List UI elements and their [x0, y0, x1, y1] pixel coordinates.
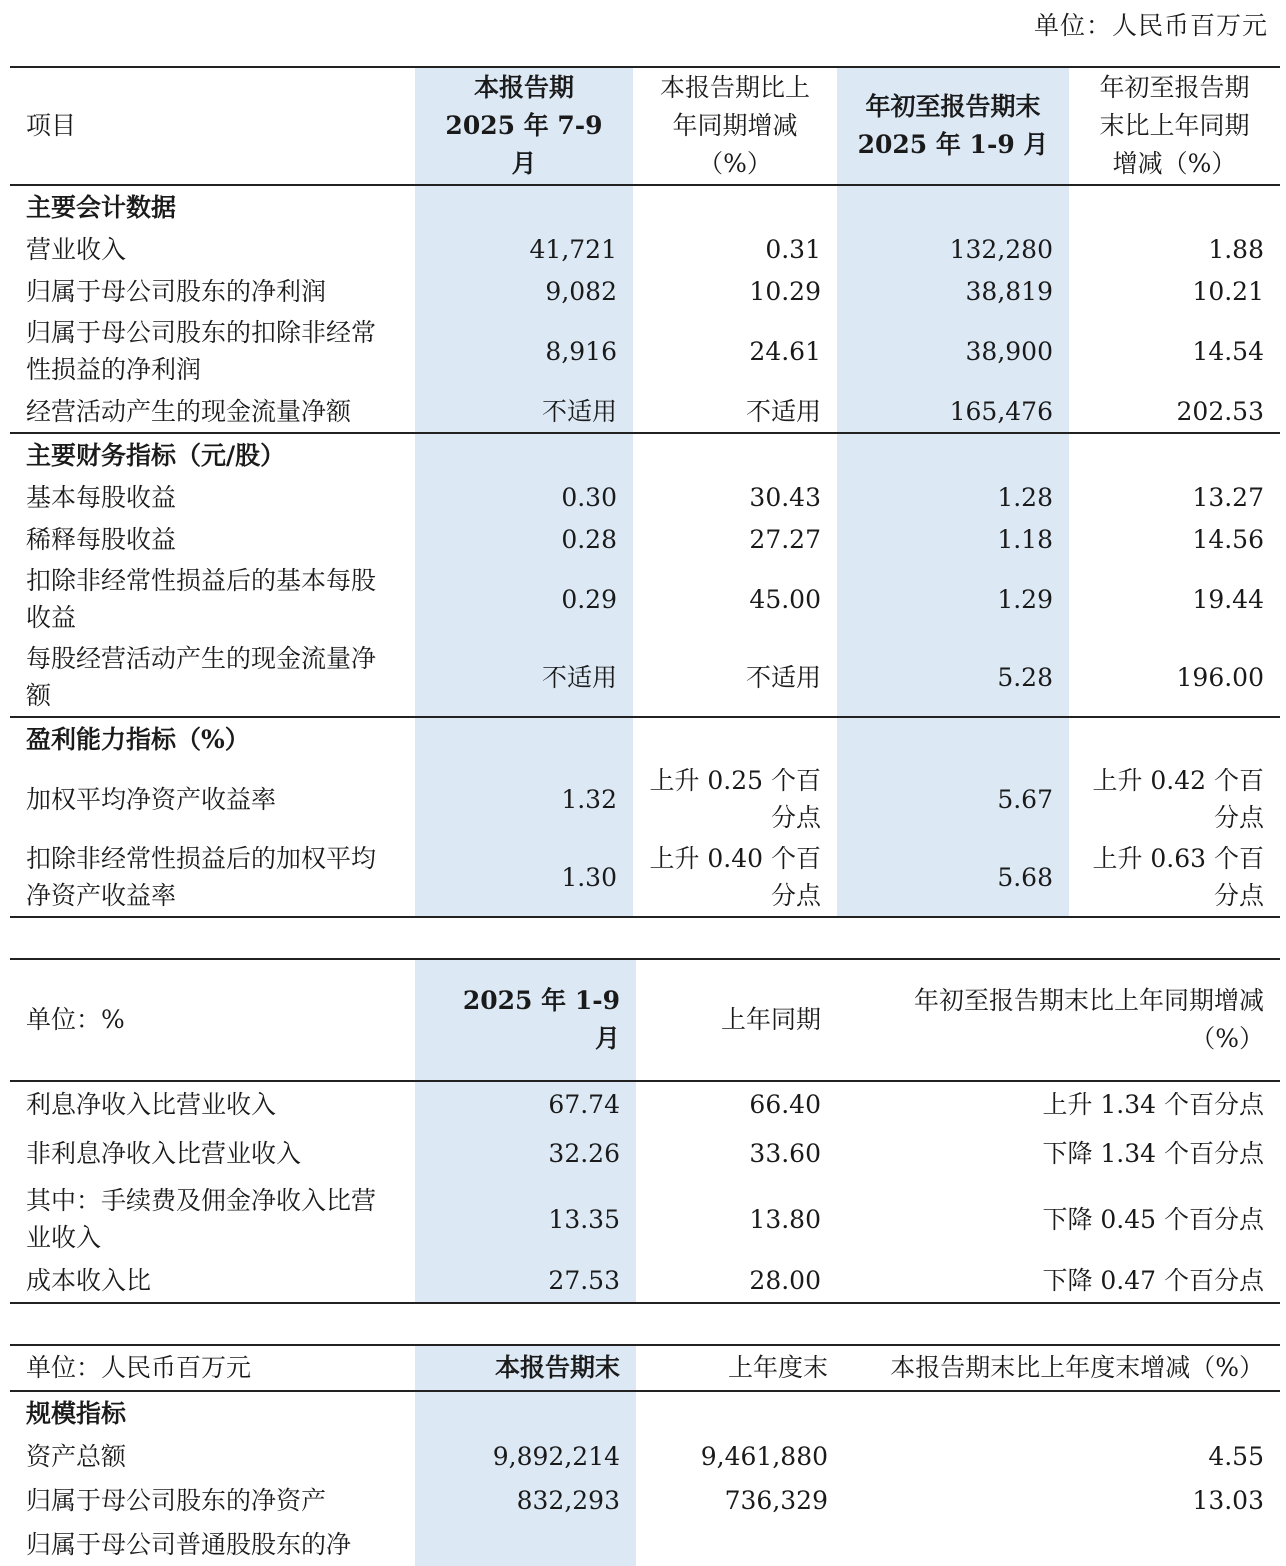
header-prior: 上年度末 — [727, 1353, 828, 1382]
value-q3-change: 10.29 — [749, 276, 821, 306]
value-prior: 13.80 — [749, 1204, 821, 1234]
value-ytd: 132,280 — [837, 228, 1069, 270]
header-unit: 单位：人民币百万元 — [26, 1353, 252, 1382]
section-title: 盈利能力指标（%） — [26, 724, 250, 754]
row-label: 每股经营活动产生的现金流量净额 — [26, 644, 377, 710]
section-title-row — [10, 717, 1280, 760]
table-row — [10, 1258, 1280, 1303]
table-row — [10, 838, 1280, 917]
table-row — [10, 476, 1280, 518]
value-ytd: 165,476 — [837, 390, 1069, 433]
value-ytd: 5.28 — [837, 638, 1069, 717]
value-change: 13.03 — [1192, 1485, 1264, 1515]
value-ytd-change: 14.54 — [1192, 336, 1264, 366]
value-ytd-change: 14.56 — [1192, 524, 1264, 554]
table-row — [10, 228, 1280, 270]
value-change: 下降 1.34 个百分点 — [1042, 1138, 1264, 1168]
revenue-ratio-table — [10, 958, 1280, 1304]
section-spacer — [415, 717, 633, 760]
value-change: 4.55 — [1208, 1441, 1264, 1471]
table-row — [10, 518, 1280, 560]
table-row — [10, 1126, 1280, 1180]
table-row — [10, 1180, 1280, 1258]
value-q3-change: 24.61 — [749, 336, 821, 366]
row-label: 资产总额 — [26, 1441, 127, 1471]
section-title-row — [10, 185, 1280, 228]
row-label: 营业收入 — [26, 234, 127, 264]
value-q3: 0.28 — [415, 518, 633, 560]
header-change: 本报告期末比上年度末增减（%） — [890, 1353, 1264, 1382]
section-title-row — [10, 433, 1280, 476]
value-ytd-change: 上升 0.63 个百分点 — [1092, 844, 1264, 910]
value-ytd-change: 19.44 — [1192, 584, 1264, 614]
table-row — [10, 760, 1280, 838]
table-row — [10, 638, 1280, 717]
table-row — [10, 270, 1280, 312]
section-spacer — [415, 1391, 636, 1434]
value-q3: 1.30 — [415, 838, 633, 917]
table-row — [10, 1478, 1280, 1522]
value-ytd: 67.74 — [415, 1081, 636, 1126]
header-q3-change: 本报告期比上 年同期增减 （%） — [659, 73, 810, 178]
value-current: 832,293 — [415, 1478, 636, 1522]
table-row — [10, 1081, 1280, 1126]
value-prior: 66.40 — [749, 1089, 821, 1119]
value-ytd: 5.68 — [837, 838, 1069, 917]
main-financial-data-table — [10, 66, 1280, 918]
section-spacer — [1069, 717, 1280, 760]
value-q3-change: 27.27 — [749, 524, 821, 554]
section-spacer — [837, 717, 1069, 760]
value-change: 下降 0.45 个百分点 — [1042, 1204, 1264, 1234]
header-item: 项目 — [26, 111, 77, 140]
value-ytd: 5.67 — [837, 760, 1069, 838]
table2-header-row — [10, 959, 1280, 1081]
value-ytd: 32.26 — [415, 1126, 636, 1180]
section-spacer — [1069, 433, 1280, 476]
value-ytd: 1.28 — [837, 476, 1069, 518]
table3-header-row — [10, 1345, 1280, 1391]
header-change: 年初至报告期末比上年同期增减 （%） — [913, 986, 1264, 1053]
value-q3: 9,082 — [415, 270, 633, 312]
scale-indicator-table — [10, 1344, 1280, 1566]
value-q3: 41,721 — [415, 228, 633, 270]
row-label: 扣除非经常性损益后的基本每股收益 — [26, 566, 377, 632]
section-spacer — [415, 185, 633, 228]
value-q3-change: 0.31 — [765, 234, 821, 264]
value-prior: 28.00 — [749, 1265, 821, 1295]
row-label: 扣除非经常性损益后的加权平均净资产收益率 — [26, 844, 377, 910]
value-ytd: 38,900 — [837, 312, 1069, 390]
row-label: 其中：手续费及佣金净收入比营业收入 — [26, 1186, 377, 1252]
value-q3-change: 上升 0.25 个百分点 — [649, 766, 821, 832]
row-label: 归属于母公司股东的净资产 — [26, 1485, 327, 1515]
value-change: 上升 1.34 个百分点 — [1042, 1089, 1264, 1119]
value-q3-change: 上升 0.40 个百分点 — [649, 844, 821, 910]
header-ytd-change: 年初至报告期 末比上年同期 增减（%） — [1099, 73, 1250, 178]
unit-label-top: 单位：人民币百万元 — [1033, 11, 1268, 40]
value-q3: 0.30 — [415, 476, 633, 518]
value-q3-change: 30.43 — [749, 482, 821, 512]
value-prior: 9,461,880 — [700, 1441, 828, 1471]
value-ytd: 38,819 — [837, 270, 1069, 312]
row-label: 加权平均净资产收益率 — [26, 784, 277, 814]
row-label: 成本收入比 — [26, 1265, 152, 1295]
value-ytd-change: 10.21 — [1192, 276, 1264, 306]
value-ytd-change: 上升 0.42 个百分点 — [1092, 766, 1264, 832]
value-prior: 736,329 — [724, 1485, 828, 1515]
value-ytd-change: 13.27 — [1192, 482, 1264, 512]
header-ytd: 2025 年 1-9 月 — [415, 959, 636, 1081]
header-q3: 本报告期 2025 年 7-9 月 — [415, 67, 633, 185]
section-spacer — [636, 1391, 844, 1434]
section-spacer — [844, 1391, 1280, 1434]
value-q3: 8,916 — [415, 312, 633, 390]
row-label: 归属于母公司普通股股东的净 — [26, 1529, 352, 1559]
section-spacer — [837, 433, 1069, 476]
section-title: 主要财务指标（元/股） — [26, 440, 286, 470]
value-change: 下降 0.47 个百分点 — [1042, 1265, 1264, 1295]
value-ytd: 13.35 — [415, 1180, 636, 1258]
table-row — [10, 1434, 1280, 1478]
table-row — [10, 390, 1280, 433]
section-title: 规模指标 — [26, 1398, 127, 1428]
value-ytd-change: 202.53 — [1176, 396, 1264, 426]
section-spacer — [633, 185, 837, 228]
section-title-row — [10, 1391, 1280, 1434]
section-spacer — [633, 433, 837, 476]
row-label: 非利息净收入比营业收入 — [26, 1138, 302, 1168]
value-q3-change: 45.00 — [749, 584, 821, 614]
row-label: 稀释每股收益 — [26, 524, 177, 554]
row-label: 利息净收入比营业收入 — [26, 1089, 277, 1119]
section-title: 主要会计数据 — [26, 192, 177, 222]
value-ytd-change: 196.00 — [1176, 662, 1264, 692]
header-ytd: 年初至报告期末 2025 年 1-9 月 — [837, 67, 1069, 185]
row-label: 归属于母公司股东的净利润 — [26, 276, 327, 306]
value-q3-change: 不适用 — [745, 396, 821, 426]
value-ytd: 27.53 — [415, 1258, 636, 1303]
header-unit: 单位：% — [26, 1005, 125, 1034]
section-spacer — [415, 433, 633, 476]
value-ytd: 1.29 — [837, 560, 1069, 638]
table-row — [10, 312, 1280, 390]
section-spacer — [837, 185, 1069, 228]
value-ytd-change: 1.88 — [1208, 234, 1264, 264]
header-current: 本报告期末 — [415, 1345, 636, 1391]
section-spacer — [1069, 185, 1280, 228]
row-label: 经营活动产生的现金流量净额 — [26, 396, 352, 426]
value-prior: 33.60 — [749, 1138, 821, 1168]
value-current: 9,892,214 — [415, 1434, 636, 1478]
table1-header-row — [10, 67, 1280, 185]
value-q3: 不适用 — [415, 390, 633, 433]
value-q3: 0.29 — [415, 560, 633, 638]
row-label: 归属于母公司股东的扣除非经常性损益的净利润 — [26, 318, 377, 384]
header-prior: 上年同期 — [720, 1005, 821, 1034]
value-ytd: 1.18 — [837, 518, 1069, 560]
value-q3-change: 不适用 — [745, 662, 821, 692]
row-label: 基本每股收益 — [26, 482, 177, 512]
table-row — [10, 560, 1280, 638]
value-q3: 1.32 — [415, 760, 633, 838]
value-q3: 不适用 — [415, 638, 633, 717]
section-spacer — [633, 717, 837, 760]
